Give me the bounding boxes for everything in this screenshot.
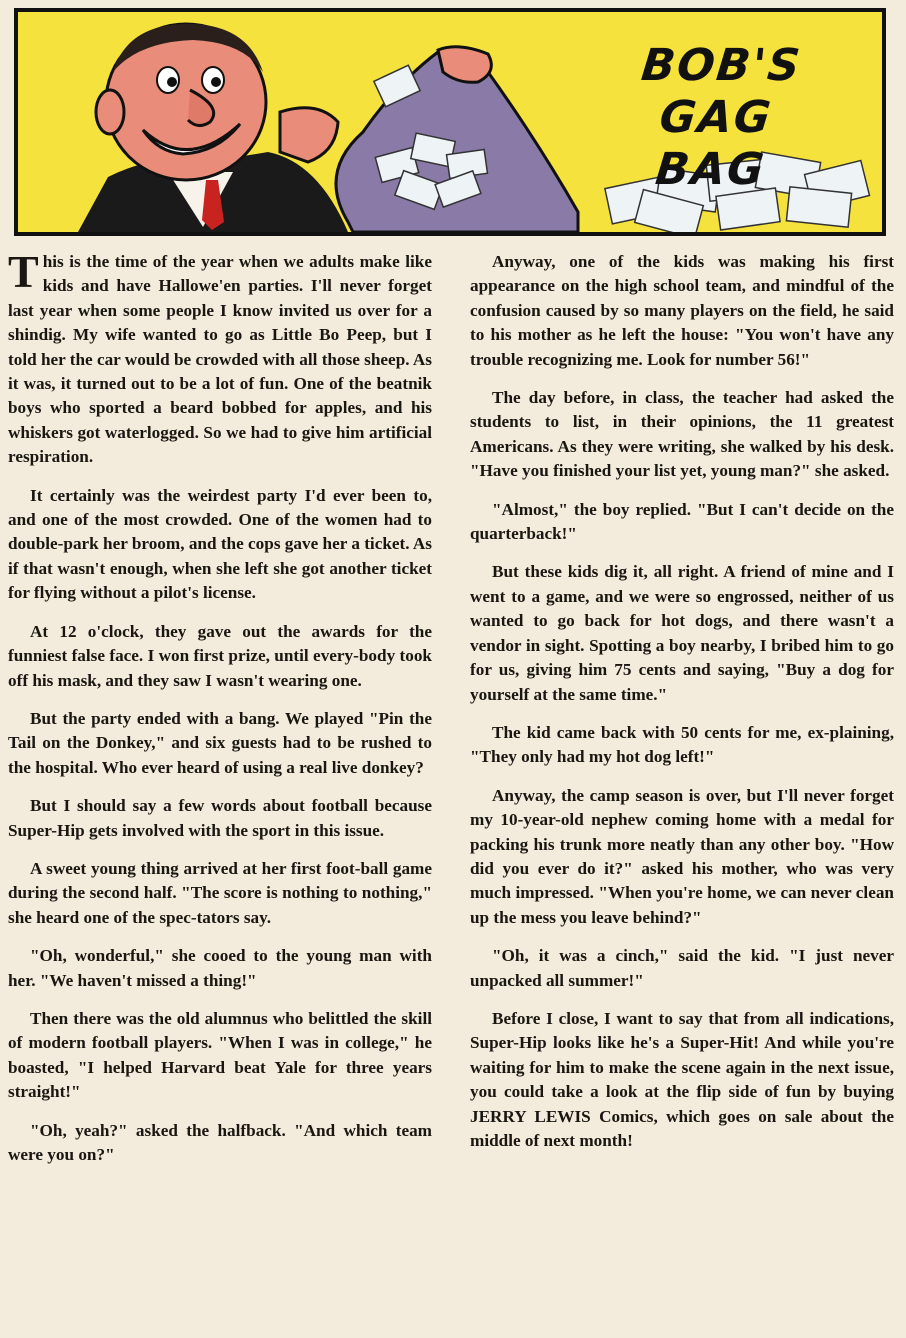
title-line-2: GAG BAG: [653, 92, 775, 195]
paragraph: Anyway, one of the kids was making his first appearance on the high school team, and mindful of the confusion caused by so many players on the field, he said to his mother as he left the house: "You won't have any trouble recognizing me. Look for number 56!": [470, 252, 894, 369]
paragraph: The kid came back with 50 cents for me, ex-plaining, "They only had my hot dog left!": [470, 722, 894, 767]
paragraph: It certainly was the weirdest party I'd ever been to, and one of the most crowded. One of the women had to double-park her broom, and the cops gave her a ticket. As if that wasn't enough, when she left she got another ticket for flying without a pilot's license.: [8, 485, 432, 603]
paragraph: "Oh, it was a cinch," said the kid. "I just never unpacked all summer!": [470, 946, 894, 990]
paragraph: But these kids dig it, all right. A friend of mine and I went to a game, and we were so engrossed, neither of us wanted to go back for hot dogs, and there wasn't a vendor in sight. Spotting a boy nearby, I bribed him to go for us, giving him 75 cents and saying, "Buy a dog for yourself at the same time.": [470, 562, 894, 704]
paragraph: A sweet young thing arrived at her first foot-ball game during the second half. "The score is nothing to nothing," she heard one of the spec-tators say.: [8, 858, 432, 927]
banner-title: [608, 40, 824, 196]
paragraph: This is the time of the year when we adults make like kids and have Hallowe'en parties. I'll never forget last year when some people I know invited us over for a shindig. My wife wanted to go as Little Bo Peep, but I told her the car would be crowded with all those sheep. As it was, it turned out to be a lot of fun. One of the beatnik boys who sported a beard bobbed for apples, and his whiskers got waterlogged. So we had to give him artificial respiration.: [8, 246, 432, 467]
paragraph: But I should say a few words about football because Super-Hip gets involved with the sport in this issue.: [8, 796, 432, 840]
paragraph: At 12 o'clock, they gave out the awards for the funniest false face. I won first prize, until every-body took off his mask, and they saw I wasn't wearing one.: [8, 621, 432, 690]
paragraph: Anyway, the camp season is over, but I'll never forget my 10-year-old nephew coming home with a medal for packing his trunk more neatly than any other boy. "How did you ever do it?" asked his mother, who was very much impressed. "When you're home, we can never clean up the mess you leave behind?": [470, 785, 894, 927]
paragraph: The day before, in class, the teacher had asked the students to list, in their opinions, the 11 greatest Americans. As they were writing, she walked by his desk. "Have you finished your list yet, young man?" she asked.: [470, 388, 894, 481]
paragraph: Before I close, I want to say that from all indications, Super-Hip looks like he's a Super-Hit! And while you're waiting for him to make the scene again in the next issue, you could take a look at the flip side of fun by buying JERRY LEWIS Comics, which goes on sale about the middle of next month!: [470, 1008, 894, 1150]
drop-cap: T: [8, 246, 39, 297]
paragraph: "Almost," the boy replied. "But I can't decide on the quarterback!": [470, 499, 894, 544]
paragraph: "Oh, wonderful," she cooed to the young man with her. "We haven't missed a thing!": [8, 946, 432, 990]
title-line-1: BOB'S: [639, 40, 805, 91]
paragraph: "Oh, yeah?" asked the halfback. "And which team were you on?": [8, 1120, 432, 1164]
paragraph: But the party ended with a bang. We played "Pin the Tail on the Donkey," and six guests had to be rushed to the hospital. Who ever heard of using a real live donkey?: [8, 708, 432, 777]
right-column: [470, 250, 894, 1167]
header-banner: [14, 8, 886, 236]
left-column: [8, 246, 432, 1181]
paragraph: Then there was the old alumnus who belittled the skill of modern football players. "When I was in college," he boasted, "I helped Harvard beat Yale for three years straight!": [8, 1008, 432, 1102]
